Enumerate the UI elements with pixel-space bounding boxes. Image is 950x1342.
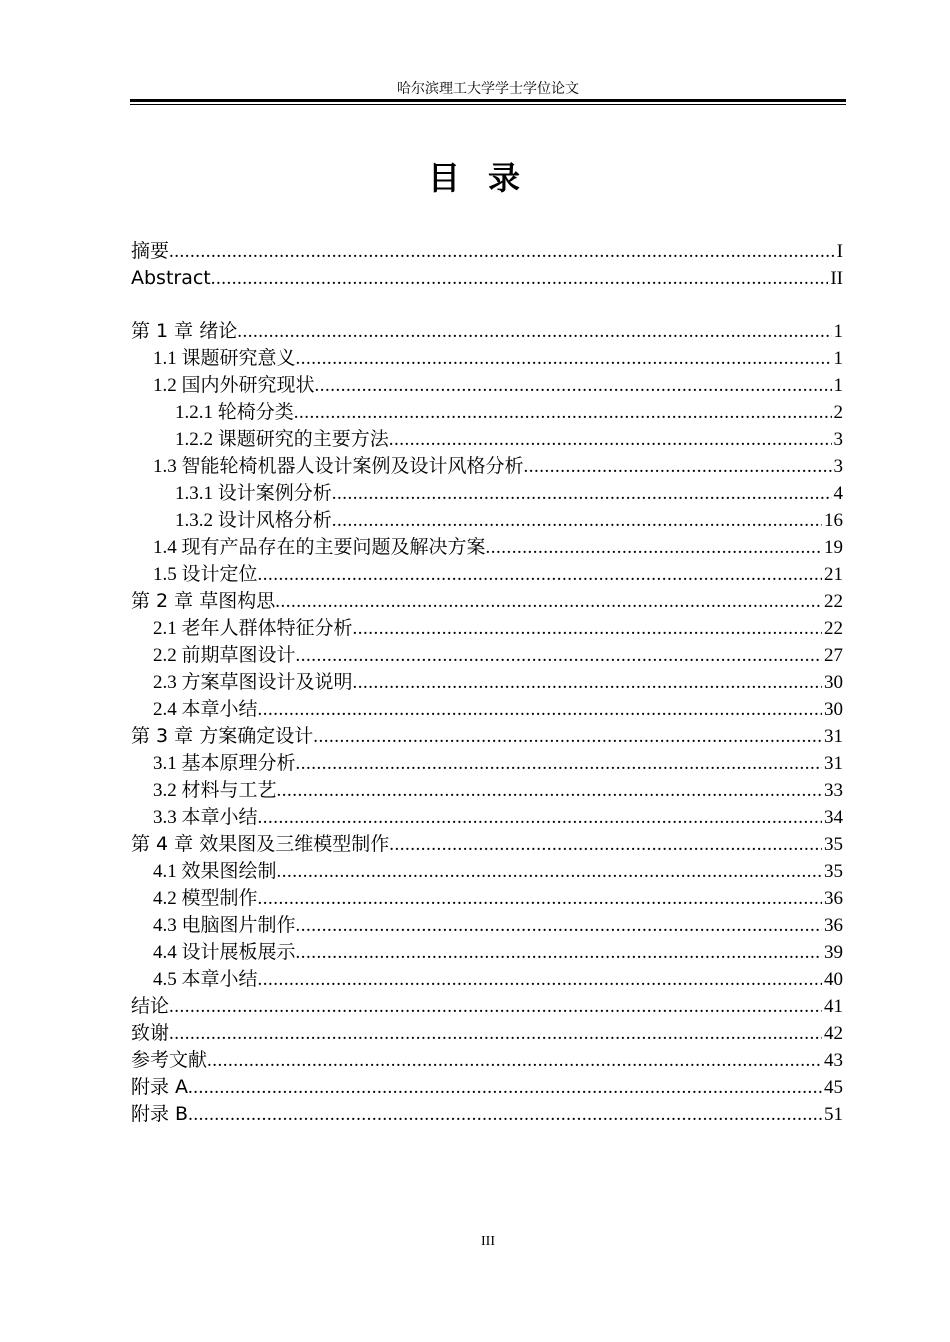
toc-entry[interactable] (131, 372, 843, 399)
toc-entry[interactable] (131, 265, 843, 292)
toc-entry[interactable] (131, 912, 843, 939)
toc-entry-page: 4 (833, 483, 843, 504)
toc-leader-dots (353, 669, 822, 696)
toc-entry-label: 1.5 设计定位 (153, 564, 258, 585)
toc-leader-dots (389, 426, 832, 453)
page-title: 目录 (427, 159, 548, 197)
toc-entry-label: 附录 B (131, 1103, 189, 1125)
toc-leader-dots (275, 588, 822, 615)
toc-entry[interactable] (131, 723, 843, 750)
toc-entry-page: 45 (824, 1077, 843, 1098)
toc-entry[interactable] (131, 453, 843, 480)
toc-entry-label: 3.2 材料与工艺 (153, 780, 277, 801)
toc-entry-label: 第 3 章 方案确定设计 (131, 725, 314, 747)
toc-entry-page: 22 (824, 591, 843, 612)
toc-leader-dots (313, 723, 822, 750)
toc-entry[interactable] (131, 1074, 843, 1101)
toc-entry[interactable] (131, 696, 843, 723)
toc-leader-dots (258, 696, 822, 723)
toc-leader-dots (296, 912, 822, 939)
toc-entry[interactable] (131, 669, 843, 696)
toc-entry-label: 第 2 章 草图构思 (131, 590, 276, 612)
toc-entry-label: 1.3.1 设计案例分析 (175, 483, 332, 504)
toc-leader-dots (524, 453, 832, 480)
toc-leader-dots (207, 1047, 822, 1074)
toc-entry-label: 2.3 方案草图设计及说明 (153, 672, 353, 693)
toc-entry-label: 1.4 现有产品存在的主要问题及解决方案 (153, 537, 486, 558)
toc-entry-label: 4.2 模型制作 (153, 888, 258, 909)
toc-entry-label: 2.2 前期草图设计 (153, 645, 296, 666)
toc-leader-dots (332, 480, 832, 507)
toc-entry[interactable] (131, 507, 843, 534)
toc-entry-label: 1.2.2 课题研究的主要方法 (175, 429, 389, 450)
toc-entry[interactable] (131, 1020, 843, 1047)
toc-entry-page: 33 (824, 780, 843, 801)
toc-entry[interactable] (131, 939, 843, 966)
toc-leader-dots (237, 318, 831, 345)
toc-leader-dots (296, 750, 822, 777)
toc-entry[interactable] (131, 993, 843, 1020)
toc-entry-page: 1 (833, 375, 843, 396)
toc-entry-label: 1.2.1 轮椅分类 (175, 402, 294, 423)
toc-entry-page: I (836, 241, 843, 262)
toc-entry-page: 31 (824, 753, 843, 774)
toc-entry[interactable] (131, 1101, 843, 1128)
toc-entry-label: Abstract (131, 267, 211, 289)
toc-entry-label: 1.3 智能轮椅机器人设计案例及设计风格分析 (153, 456, 524, 477)
toc-entry-label: 致谢 (131, 1022, 170, 1044)
running-header: 哈尔滨理工大学学士学位论文 (397, 81, 579, 97)
toc-entry-label: 结论 (131, 995, 170, 1017)
toc-entry[interactable] (131, 966, 843, 993)
toc-entry[interactable] (131, 426, 843, 453)
toc-entry-page: 16 (824, 510, 843, 531)
toc-entry[interactable] (131, 777, 843, 804)
toc-entry[interactable] (131, 399, 843, 426)
toc-leader-dots (277, 777, 822, 804)
toc-leader-dots (188, 1074, 822, 1101)
toc-entry[interactable] (131, 534, 843, 561)
toc-leader-dots (188, 1101, 822, 1128)
toc-leader-dots (389, 831, 822, 858)
toc-entry[interactable] (131, 615, 843, 642)
toc-entry[interactable] (131, 750, 843, 777)
toc-leader-dots (277, 858, 822, 885)
toc-entry-page: 30 (824, 699, 843, 720)
toc-entry[interactable] (131, 885, 843, 912)
toc-entry-label: 1.2 国内外研究现状 (153, 375, 315, 396)
toc-entry-page: 22 (824, 618, 843, 639)
toc-leader-dots (258, 885, 822, 912)
toc-entry-label: 3.1 基本原理分析 (153, 753, 296, 774)
toc-entry-page: 3 (833, 456, 843, 477)
toc-leader-dots (258, 804, 822, 831)
toc-entry-label: 2.1 老年人群体特征分析 (153, 618, 353, 639)
toc-entry-label: 4.4 设计展板展示 (153, 942, 296, 963)
toc-entry-page: 39 (824, 942, 843, 963)
toc-entry-page: 43 (824, 1050, 843, 1071)
toc-leader-dots (296, 939, 822, 966)
toc-entry-page: 51 (824, 1104, 843, 1125)
toc-entry[interactable] (131, 345, 843, 372)
header-rule-thick (130, 99, 846, 102)
toc-entry-label: 3.3 本章小结 (153, 807, 258, 828)
toc-entry-label: 2.4 本章小结 (153, 699, 258, 720)
header-rule-thin (130, 104, 846, 105)
toc-entry-label: 第 1 章 绪论 (131, 320, 238, 342)
toc-entry-page: 30 (824, 672, 843, 693)
toc-entry-page: 1 (833, 321, 843, 342)
toc-leader-dots (332, 507, 822, 534)
toc-entry[interactable] (131, 238, 843, 265)
toc-leader-dots (353, 615, 822, 642)
toc-leader-dots (169, 238, 835, 265)
toc-entry-page: 27 (824, 645, 843, 666)
toc-entry-page: 41 (824, 996, 843, 1017)
toc-entry-page: II (830, 268, 843, 289)
toc-entry-page: 31 (824, 726, 843, 747)
toc-entry-label: 4.1 效果图绘制 (153, 861, 277, 882)
toc-entry[interactable] (131, 480, 843, 507)
toc-entry[interactable] (131, 642, 843, 669)
toc-leader-dots (486, 534, 822, 561)
toc-entry[interactable] (131, 318, 843, 345)
toc-entry[interactable] (131, 561, 843, 588)
toc-leader-dots (315, 372, 832, 399)
toc-entry-page: 1 (833, 348, 843, 369)
toc-entry-page: 35 (824, 861, 843, 882)
toc-leader-dots (211, 265, 829, 292)
toc-entry-page: 36 (824, 915, 843, 936)
toc-entry[interactable] (131, 1047, 843, 1074)
toc-leader-dots (258, 561, 822, 588)
toc-entry[interactable] (131, 831, 843, 858)
toc-entry[interactable] (131, 804, 843, 831)
toc-leader-dots (296, 642, 822, 669)
toc-entry-page: 34 (824, 807, 843, 828)
toc-entry-page: 42 (824, 1023, 843, 1044)
toc-entry[interactable] (131, 588, 843, 615)
toc-entry-label: 4.5 本章小结 (153, 969, 258, 990)
toc-leader-dots (258, 966, 822, 993)
toc-entry-page: 21 (824, 564, 843, 585)
toc-entry-label: 1.3.2 设计风格分析 (175, 510, 332, 531)
toc-entry-page: 2 (833, 402, 843, 423)
toc-entry-label: 1.1 课题研究意义 (153, 348, 296, 369)
toc-entry-page: 36 (824, 888, 843, 909)
toc-entry-page: 35 (824, 834, 843, 855)
toc-entry-page: 19 (824, 537, 843, 558)
toc-leader-dots (294, 399, 832, 426)
toc-entry-label: 第 4 章 效果图及三维模型制作 (131, 833, 390, 855)
toc-entry-page: 40 (824, 969, 843, 990)
toc-leader-dots (169, 993, 822, 1020)
page-number: III (481, 1234, 495, 1249)
toc-leader-dots (169, 1020, 822, 1047)
toc-leader-dots (296, 345, 832, 372)
toc-entry[interactable] (131, 858, 843, 885)
toc-entry-page: 3 (833, 429, 843, 450)
table-of-contents (131, 238, 843, 1128)
toc-entry-label: 附录 A (131, 1076, 189, 1098)
toc-entry-label: 参考文献 (131, 1049, 208, 1071)
toc-entry-label: 4.3 电脑图片制作 (153, 915, 296, 936)
toc-entry-label: 摘要 (131, 240, 170, 262)
